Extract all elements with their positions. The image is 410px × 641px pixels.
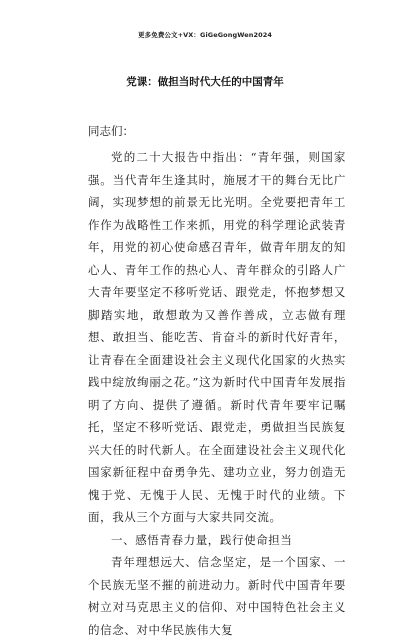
header-note: 更多免费公文+VX：GiGeGongWen2024 bbox=[138, 31, 272, 39]
paragraph-section1: 青年理想远大、信念坚定，是一个国家、一个民族无坚不摧的前进动力。新时代中国青年要树立对马克思主义的信仰、对中国特色社会主义的信念、对中华民族伟大复 bbox=[88, 555, 346, 637]
document-title: 党课：做担当时代大任的中国青年 bbox=[126, 76, 284, 88]
paragraph-intro: 党的二十大报告中指出：“青年强，则国家强。当代青年生逢其时，施展才干的舞台无比广阔，实现梦想的前景无比光明。全党要把青年工作作为战略性工作来抓，用党的科学理论武装青年，用党的初心使命感召青年，做青年朋友的知心人、青年工作的热心人、青年群众的引路人广大青年要坚定不移听党话、跟党走，怀抱梦想又脚踏实地，敢想敢为又善作善成，立志做有理想、敢担当、能吃苦、肯奋斗的新时代好青年，让青春在全面建设社会主义现代化国家的火热实践中绽放绚丽之花。”这为新时代中国青年发展指明了方向、提供了遵循。新时代青年要牢记嘱托，坚定不移听党话、跟党走，勇做担当民族复兴大任的时代新人。在全面建设社会主义现代化国家新征程中奋勇争先、建功立业，努力创造无愧于党、无愧于人民、无愧于时代的业绩。下面，我从三个方面与大家共同交流。 bbox=[88, 150, 346, 524]
section-heading-1: 一、感悟青春力量，践行使命担当 bbox=[111, 532, 293, 547]
salutation: 同志们： bbox=[88, 124, 134, 138]
document-body bbox=[88, 146, 346, 641]
